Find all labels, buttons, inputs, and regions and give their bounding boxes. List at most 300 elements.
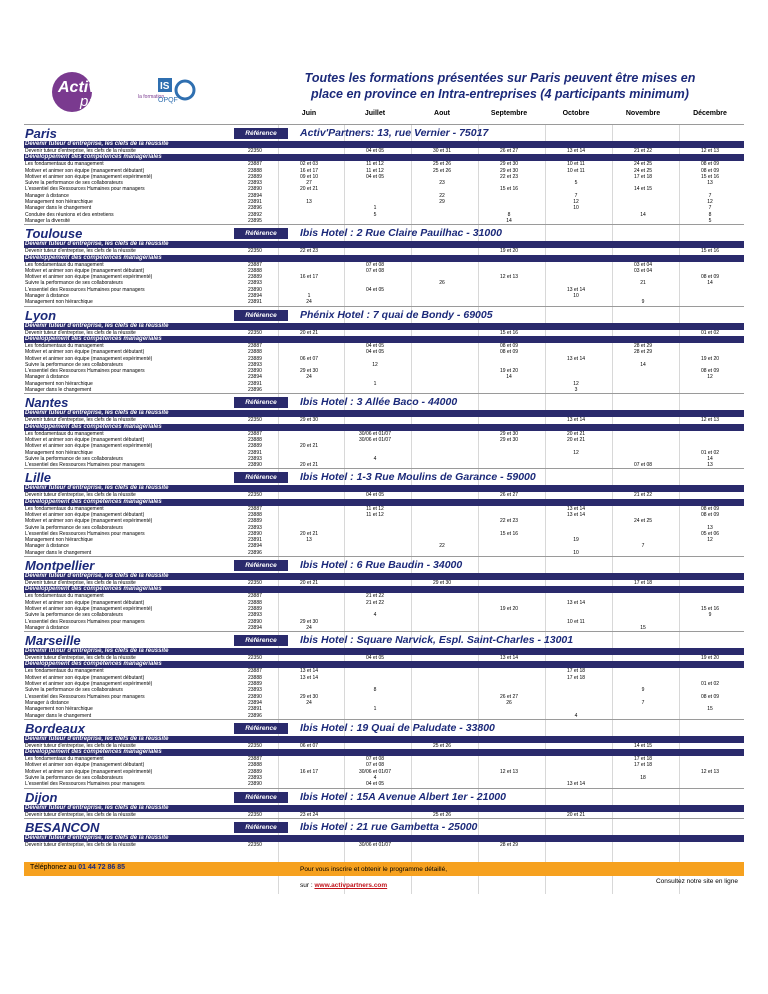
month-header-6: Décembre [693,110,727,117]
session-date: 18 [640,775,646,781]
session-date: 24 et 25 [633,161,653,168]
session-date: 19 [573,537,579,544]
course-name: L'essentiel des Ressources Humaines pour managers [25,462,145,469]
city-header [24,556,744,573]
session-date: 06 et 07 [299,742,319,749]
session-date: 1 [373,380,377,387]
course-reference: 23896 [248,205,262,212]
session-date: 13 et 14 [566,355,586,362]
city-name: Marseille [25,633,81,649]
session-date: 5 [373,211,377,218]
session-date: 4 [574,712,578,719]
section-header: Développement des compétences managériales [24,586,744,593]
session-date: 29 et 30 [499,167,519,174]
course-reference: 23889 [248,518,262,525]
session-date: 12 [372,361,378,368]
section-header: Développement des compétences managériales [24,154,744,161]
session-date: 29 et 30 [299,417,319,424]
session-date: 7 [641,543,645,550]
session-date: 4 [373,455,377,462]
session-date: 10 et 11 [567,161,585,168]
course-reference: 23891 [248,449,262,456]
course-name: Manager à distance [25,543,69,550]
city-header [24,788,744,805]
section-header: Devenir tuteur d'entreprise, les clefs de la réussite [24,410,744,417]
session-date: 24 et 25 [633,518,653,525]
session-date: 29 et 30 [432,580,452,587]
session-date: 30/06 et 01/07 [359,430,391,437]
phone-number[interactable]: 01 44 72 86 85 [78,864,125,871]
course-reference: 23888 [248,349,262,356]
city-name: Lyon [25,307,57,323]
session-date: 20 et 21 [566,436,586,443]
table-row [24,248,744,254]
course-name: Management non hiérarchique [25,199,93,206]
svg-text:IS: IS [160,81,170,92]
course-reference: 22350 [248,580,262,587]
course-name: Motiver et animer son équipe (management expérimenté) [25,274,153,281]
session-date: 14 et 15 [633,186,653,193]
course-reference: 23888 [248,674,262,681]
session-date: 12 [707,374,713,381]
session-date: 11 et 12 [366,511,384,518]
session-date: 12 [573,380,579,387]
session-date: 15 [640,624,646,631]
session-date: 15 et 16 [700,605,720,612]
course-name: Manager dans le changement [25,549,92,556]
session-date: 08 et 09 [700,511,720,518]
course-name: Management non hiérarchique [25,299,93,306]
section-header: Développement des compétences managériales [24,749,744,756]
session-date: 3 [574,387,578,394]
course-name: Motiver et animer son équipe (management expérimenté) [25,768,153,775]
session-date: 24 [306,299,312,306]
city-name: BESANCON [25,819,100,835]
month-header [0,110,768,124]
session-date: 12 [707,199,713,206]
course-name: Suivre la performance de ses collaborateurs [25,455,123,462]
session-date: 1 [373,706,377,713]
session-date: 13 et 14 [566,286,586,293]
session-date: 25 et 26 [432,167,452,174]
session-date: 9 [708,612,712,619]
city-header [24,124,744,141]
course-name: L'essentiel des Ressources Humaines pour managers [25,530,145,537]
course-reference: 22350 [248,329,262,336]
course-reference: 23890 [248,286,262,293]
course-reference: 23894 [248,543,262,550]
session-date: 13 et 14 [566,511,586,518]
section-header: Devenir tuteur d'entreprise, les clefs de la réussite [24,573,744,580]
city-header [24,306,744,323]
course-reference: 22350 [248,492,262,499]
footer-signup-text: Pour vous inscrire et obtenir le programme détaillé, [300,866,448,873]
session-date: 12 [573,449,579,456]
session-date: 22 et 23 [299,248,319,255]
session-date: 1 [373,205,377,212]
city-name: Montpellier [25,558,95,574]
city-header [24,631,744,648]
venue-address: Activ'Partners: 13, rue Vernier - 75017 [300,127,489,139]
session-date: 19 et 20 [499,248,519,255]
section-header: Devenir tuteur d'entreprise, les clefs de la réussite [24,835,744,842]
course-name: Devenir tuteur d'entreprise, les clefs de la réussite [25,492,136,499]
session-date: 10 et 11 [567,618,585,625]
session-date: 12 et 13 [700,768,720,775]
course-name: Suivre la performance de ses collaborateurs [25,524,123,531]
course-reference: 23889 [248,443,262,450]
session-date: 16 et 17 [299,274,319,281]
session-date: 13 [306,199,312,206]
course-name: Devenir tuteur d'entreprise, les clefs de la réussite [25,811,136,818]
course-name: Motiver et animer son équipe (management débutant) [25,511,145,518]
session-date: 08 et 09 [700,274,720,281]
session-date: 21 [640,280,646,287]
venue-address: Ibis Hotel : 15A Avenue Albert 1er - 21000 [300,790,506,803]
session-date: 07 et 08 [633,462,653,469]
course-reference: 23893 [248,180,262,187]
session-date: 15 [707,706,713,713]
course-name: Motiver et animer son équipe (management expérimenté) [25,681,153,688]
course-name: Motiver et animer son équipe (management débutant) [25,674,145,681]
session-date: 13 et 14 [566,148,586,154]
session-date: 27 [306,180,312,187]
session-date: 24 [306,374,312,381]
venue-address: Ibis Hotel : 19 Quai de Paludate - 33800 [300,721,495,734]
session-date: 29 et 30 [499,430,519,437]
session-date: 1 [307,293,311,300]
session-date: 04 et 05 [365,492,385,499]
session-date: 23 et 24 [299,811,319,818]
session-date: 17 et 18 [566,674,586,681]
session-date: 20 et 21 [566,811,586,818]
session-date: 08 et 09 [700,368,720,375]
city-name: Toulouse [25,226,83,242]
city-name: Bordeaux [25,720,85,736]
course-name: Manager à distance [25,624,69,631]
session-date: 12 et 13 [499,768,519,775]
session-date: 13 [306,537,312,544]
section-header: Développement des compétences managériales [24,255,744,262]
section-header: Devenir tuteur d'entreprise, les clefs de la réussite [24,141,744,148]
session-date: 29 [439,199,445,206]
course-reference: 23894 [248,192,262,199]
session-date: 08 et 09 [700,693,720,700]
session-date: 22 et 23 [499,173,519,180]
course-reference: 23889 [248,173,262,180]
course-name: L'essentiel des Ressources Humaines pour managers [25,286,145,293]
session-date: 25 et 26 [432,742,452,749]
session-date: 20 et 21 [299,186,319,193]
month-header-2: Aout [434,110,450,117]
session-date: 14 [506,374,512,381]
session-date: 12 et 13 [499,274,519,281]
session-date: 10 [573,293,579,300]
session-date: 15 et 16 [499,329,519,336]
session-date: 21 et 22 [365,593,385,600]
session-date: 07 et 08 [365,762,385,769]
month-header-3: Septembre [490,110,528,117]
session-date: 04 et 05 [365,148,385,154]
session-date: 29 et 30 [499,161,519,168]
session-date: 14 [506,217,512,224]
session-date: 29 et 30 [299,618,319,625]
session-date: 20 et 21 [299,530,319,537]
venue-address: Ibis Hotel : 1-3 Rue Moulins de Garance - 59000 [300,471,536,484]
venue-address: Ibis Hotel : 6 Rue Baudin - 34000 [300,559,463,572]
svg-text:Activ: Activ [58,79,98,96]
course-reference: 23894 [248,624,262,631]
table-row [24,330,744,336]
venue-address: Ibis Hotel : 2 Rue Claire Pauilhac - 31000 [300,227,502,240]
session-date: 26 [506,699,512,706]
course-reference: 22350 [248,742,262,749]
course-name: Management non hiérarchique [25,706,93,713]
course-name: Suivre la performance de ses collaborateurs [25,180,123,187]
session-date: 26 et 27 [499,492,519,499]
session-date: 16 et 17 [299,768,319,775]
course-name: Manager dans le changement [25,712,92,719]
session-date: 01 et 02 [700,681,720,688]
course-name: Les fondamentaux du management [25,593,104,600]
session-date: 14 [707,455,713,462]
session-date: 4 [373,612,377,619]
venue-address: Ibis Hotel : Square Narvick, Espl. Saint-Charles - 13001 [300,634,574,647]
course-name: Motiver et animer son équipe (management débutant) [25,436,145,443]
reference-header: Référence [234,723,288,734]
course-reference: 23889 [248,605,262,612]
session-date: 03 et 04 [633,261,653,268]
session-date: 02 et 03 [299,161,319,168]
session-date: 15 et 16 [499,530,519,537]
course-name: Motiver et animer son équipe (management débutant) [25,267,145,274]
section-header: Développement des compétences managériales [24,499,744,506]
course-name: Les fondamentaux du management [25,668,104,675]
session-date: 26 [439,280,445,287]
section-header: Développement des compétences managériales [24,424,744,431]
course-reference: 22350 [248,841,262,848]
course-name: L'essentiel des Ressources Humaines pour managers [25,781,145,788]
session-date: 07 et 08 [365,756,385,763]
session-date: 17 et 18 [633,173,653,180]
course-name: L'essentiel des Ressources Humaines pour managers [25,368,145,375]
course-reference: 23891 [248,706,262,713]
session-date: 08 et 09 [499,342,519,349]
reference-header: Référence [234,128,288,139]
session-date: 15 et 16 [700,173,720,180]
city-name: Paris [25,126,57,141]
session-date: 13 et 14 [299,668,319,675]
course-reference: 23890 [248,462,262,469]
course-reference: 23887 [248,593,262,600]
session-date: 10 [573,205,579,212]
session-date: 11 et 12 [366,167,384,174]
course-reference: 23894 [248,374,262,381]
course-name: Management non hiérarchique [25,537,93,544]
course-name: Devenir tuteur d'entreprise, les clefs de la réussite [25,742,136,749]
session-date: 07 et 08 [365,261,385,268]
city-name: Dijon [25,789,58,805]
section-header: Devenir tuteur d'entreprise, les clefs de la réussite [24,736,744,743]
course-reference: 23887 [248,161,262,168]
session-date: 21 et 22 [633,492,653,499]
venue-address: Ibis Hotel : 3 Allée Baco - 44000 [300,396,458,409]
course-reference: 23888 [248,167,262,174]
footer-website-line: sur : www.activpartners.com [300,882,388,889]
session-date: 28 et 29 [499,841,519,848]
month-header-4: Octobre [562,110,590,117]
course-reference: 22350 [248,655,262,662]
session-date: 11 et 12 [366,161,384,168]
table-row [24,580,744,586]
course-reference: 23890 [248,693,262,700]
session-date: 7 [708,205,712,212]
course-reference: 22350 [248,417,262,424]
session-date: 11 et 12 [366,505,384,512]
reference-header: Référence [234,228,288,239]
course-name: Manager à distance [25,192,69,199]
session-date: 19 et 20 [499,605,519,612]
course-reference: 23893 [248,612,262,619]
course-name: Motiver et animer son équipe (management expérimenté) [25,355,153,362]
reference-header: Référence [234,397,288,408]
session-date: 9 [641,299,645,306]
course-reference: 23896 [248,387,262,394]
course-reference: 23894 [248,699,262,706]
course-reference: 23891 [248,199,262,206]
session-date: 20 et 21 [566,430,586,437]
session-date: 7 [574,192,578,199]
course-reference: 23887 [248,505,262,512]
session-date: 20 et 21 [299,329,319,336]
table-row [24,655,744,661]
table-row [24,417,744,423]
course-reference: 23887 [248,342,262,349]
session-date: 8 [373,687,377,694]
course-reference: 23889 [248,355,262,362]
session-date: 25 et 26 [432,161,452,168]
table-row [24,842,744,848]
session-date: 30/06 et 01/07 [359,436,391,443]
course-name: Les fondamentaux du management [25,161,104,168]
course-name: Suivre la performance de ses collaborateurs [25,687,123,694]
svg-text:OPQF: OPQF [158,97,178,104]
course-reference: 23895 [248,217,262,224]
course-name: L'essentiel des Ressources Humaines pour managers [25,693,145,700]
section-header: Développement des compétences managériales [24,336,744,343]
session-date: 13 et 14 [566,781,586,788]
course-reference: 23889 [248,274,262,281]
svg-text:partners: partners [80,93,136,110]
course-name: Devenir tuteur d'entreprise, les clefs de la réussite [25,417,136,424]
month-header-1: Juillet [364,110,386,117]
session-date: 12 [573,199,579,206]
session-date: 08 et 09 [700,167,720,174]
course-reference: 22350 [248,811,262,818]
course-name: Suivre la performance de ses collaborateurs [25,775,123,781]
session-date: 10 et 11 [567,167,585,174]
session-date: 01 et 02 [700,329,720,336]
session-date: 07 et 08 [365,267,385,274]
session-date: 04 et 05 [365,655,385,662]
section-header: Devenir tuteur d'entreprise, les clefs de la réussite [24,241,744,248]
session-date: 14 [640,361,646,368]
session-date: 12 et 13 [700,148,720,154]
course-reference: 22350 [248,248,262,255]
session-date: 04 et 05 [365,349,385,356]
session-date: 14 et 15 [633,742,653,749]
session-date: 13 [707,180,713,187]
month-header-0: Juin [301,110,317,117]
session-date: 04 et 05 [365,173,385,180]
course-name: Les fondamentaux du management [25,756,104,763]
session-date: 20 et 21 [299,462,319,469]
footer-phone: Téléphonez au 01 44 72 86 85 [30,864,125,871]
session-date: 08 et 09 [700,161,720,168]
course-name: Manager à distance [25,699,69,706]
section-header: Devenir tuteur d'entreprise, les clefs de la réussite [24,323,744,330]
session-date: 17 et 18 [633,756,653,763]
course-reference: 23887 [248,668,262,675]
course-reference: 23893 [248,361,262,368]
course-name: Devenir tuteur d'entreprise, les clefs de la réussite [25,248,136,255]
session-date: 28 et 29 [633,342,653,349]
course-name: Les fondamentaux du management [25,261,104,268]
course-reference: 23888 [248,267,262,274]
session-date: 28 et 29 [633,349,653,356]
website-link[interactable]: www.activpartners.com [314,882,388,889]
session-date: 03 et 04 [633,267,653,274]
month-header-5: Novembre [625,110,661,117]
course-reference: 23891 [248,380,262,387]
course-name: Motiver et animer son équipe (management débutant) [25,349,145,356]
course-reference: 23891 [248,537,262,544]
session-date: 10 [573,549,579,556]
city-name: Nantes [25,395,69,411]
course-reference: 23888 [248,436,262,443]
course-name: Manager dans le changement [25,205,92,212]
course-name: Motiver et animer son équipe (management débutant) [25,762,145,769]
session-date: 14 [707,280,713,287]
city-header [24,393,744,410]
session-date: 19 et 20 [499,368,519,375]
course-reference: 23889 [248,681,262,688]
city-header [24,224,744,241]
course-name: Les fondamentaux du management [25,505,104,512]
session-date: 20 et 21 [299,443,319,450]
session-date: 8 [708,211,712,218]
session-date: 9 [641,687,645,694]
course-reference: 23887 [248,430,262,437]
session-date: 24 [306,699,312,706]
session-date: 16 et 17 [299,167,319,174]
session-date: 13 et 14 [299,674,319,681]
course-reference: 23889 [248,768,262,775]
course-name: Les fondamentaux du management [25,430,104,437]
session-date: 22 [439,192,445,199]
course-reference: 23894 [248,293,262,300]
course-reference: 23893 [248,455,262,462]
session-date: 8 [507,211,511,218]
session-date: 14 [640,211,646,218]
session-date: 21 et 22 [365,599,385,606]
city-header [24,468,744,485]
session-date: 29 et 30 [499,436,519,443]
session-date: 22 [439,543,445,550]
session-date: 21 et 22 [633,148,653,154]
section-header: Devenir tuteur d'entreprise, les clefs de la réussite [24,648,744,655]
session-date: 17 et 18 [633,762,653,769]
